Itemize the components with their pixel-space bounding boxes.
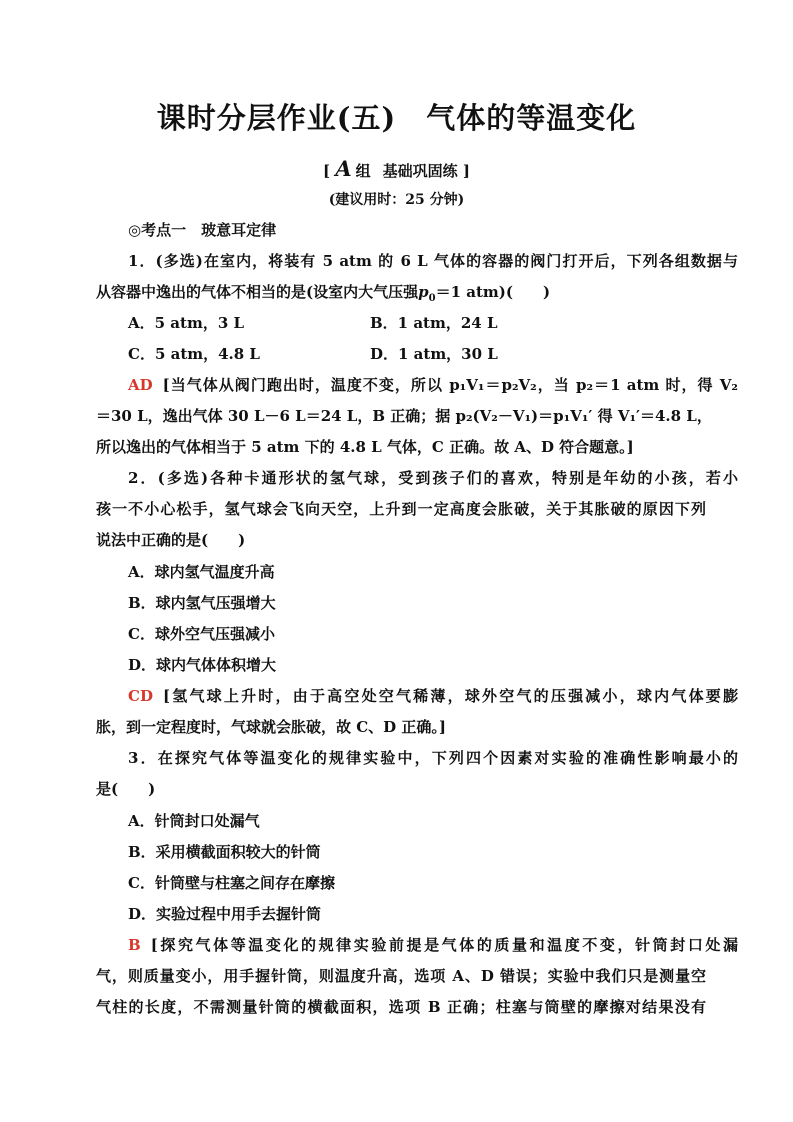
q1-explanation-1: AD [当气体从阀门跑出时，温度不变，所以 p₁V₁＝p₂V₂，当 p₂＝1 atm 时，得 V₂ (128, 376, 738, 394)
q1-explanation-2: ＝30 L，逸出气体 30 L－6 L＝24 L，B 正确；据 p₂(V₂－V₁)＝p₁V₁′ 得 V₁′＝4.8 L， (96, 407, 712, 425)
q1-options-cd (128, 344, 738, 364)
q2-option-c: C．球外空气压强减小 (128, 625, 275, 643)
group-heading: [ A 组 基础巩固练 ] (322, 156, 470, 181)
q3-explanation-3: 气柱的长度，不需测量针筒的横截面积，选项 B 正确；柱塞与筒壁的摩擦对结果没有 (96, 998, 706, 1016)
q1-option-a: A．5 atm，3 L (128, 314, 245, 332)
title-main: 课时分层作业(五) (156, 101, 397, 135)
q1-line-2: 从容器中逸出的气体不相当的是(设室内大气压强$p_0=1$ atm)( ) (96, 283, 551, 304)
q3-option-b: B．采用横截面积较大的针筒 (128, 843, 321, 861)
page-title (0, 96, 793, 137)
q1-answer: AD (128, 376, 153, 394)
q3-option-d: D．实验过程中用手去握针筒 (128, 905, 322, 923)
q2-answer: CD (128, 687, 153, 705)
q1-option-c: C．5 atm，4.8 L (128, 345, 260, 363)
q3-explanation-1: B [探究气体等温变化的规律实验前提是气体的质量和温度不变，针筒封口处漏 (128, 936, 738, 954)
q2-option-a: A．球内氢气温度升高 (128, 563, 275, 581)
q2-line-3: 说法中正确的是( ) (96, 531, 246, 549)
q2-explanation-1: CD [氢气球上升时，由于高空处空气稀薄，球外空气的压强减小，球内气体要膨 (128, 687, 738, 705)
q2-option-b: B．球内氢气压强增大 (128, 594, 276, 612)
time-hint: (建议用时：25 分钟) (328, 192, 465, 208)
q2-option-d: D．球内气体体积增大 (128, 656, 277, 674)
q2-line-2: 孩一不小心松手，氢气球会飞向天空，上升到一定高度会胀破，关于其胀破的原因下列 (96, 500, 706, 518)
q1-option-b: B．1 atm，24 L (370, 314, 498, 332)
q3-line-1: 3．在探究气体等温变化的规律实验中，下列四个因素对实验的准确性影响最小的 (128, 749, 738, 767)
q3-answer: B (128, 936, 141, 954)
q3-option-a: A．针筒封口处漏气 (128, 812, 260, 830)
q1-options-ab (128, 313, 738, 333)
q1-line-1: 1．(多选)在室内，将装有 5 atm 的 6 L 气体的容器的阀门打开后，下列各组数据与 (128, 252, 738, 270)
q3-option-c: C．针筒壁与柱塞之间存在摩擦 (128, 874, 335, 892)
q3-explanation-2: 气，则质量变小，用手握针筒，则温度升高，选项 A、D 错误；实验中我们只是测量空 (96, 967, 706, 985)
title-sub: 气体的等温变化 (426, 101, 637, 135)
group-label: 基础巩固练 (382, 162, 458, 180)
q2-line-1: 2．(多选)各种卡通形状的氢气球，受到孩子们的喜欢，特别是年幼的小孩，若小 (128, 469, 738, 487)
section-heading: ◎考点一 玻意耳定律 (128, 221, 277, 239)
q2-explanation-2: 胀，到一定程度时，气球就会胀破，故 C、D 正确。] (96, 718, 446, 736)
q1-option-d: D．1 atm，30 L (370, 345, 498, 363)
q3-line-2: 是( ) (96, 780, 156, 798)
group-letter: A (335, 156, 352, 181)
q1-explanation-3: 所以逸出的气体相当于 5 atm 下的 4.8 L 气体，C 正确。故 A、D 符合题意。] (96, 438, 634, 456)
